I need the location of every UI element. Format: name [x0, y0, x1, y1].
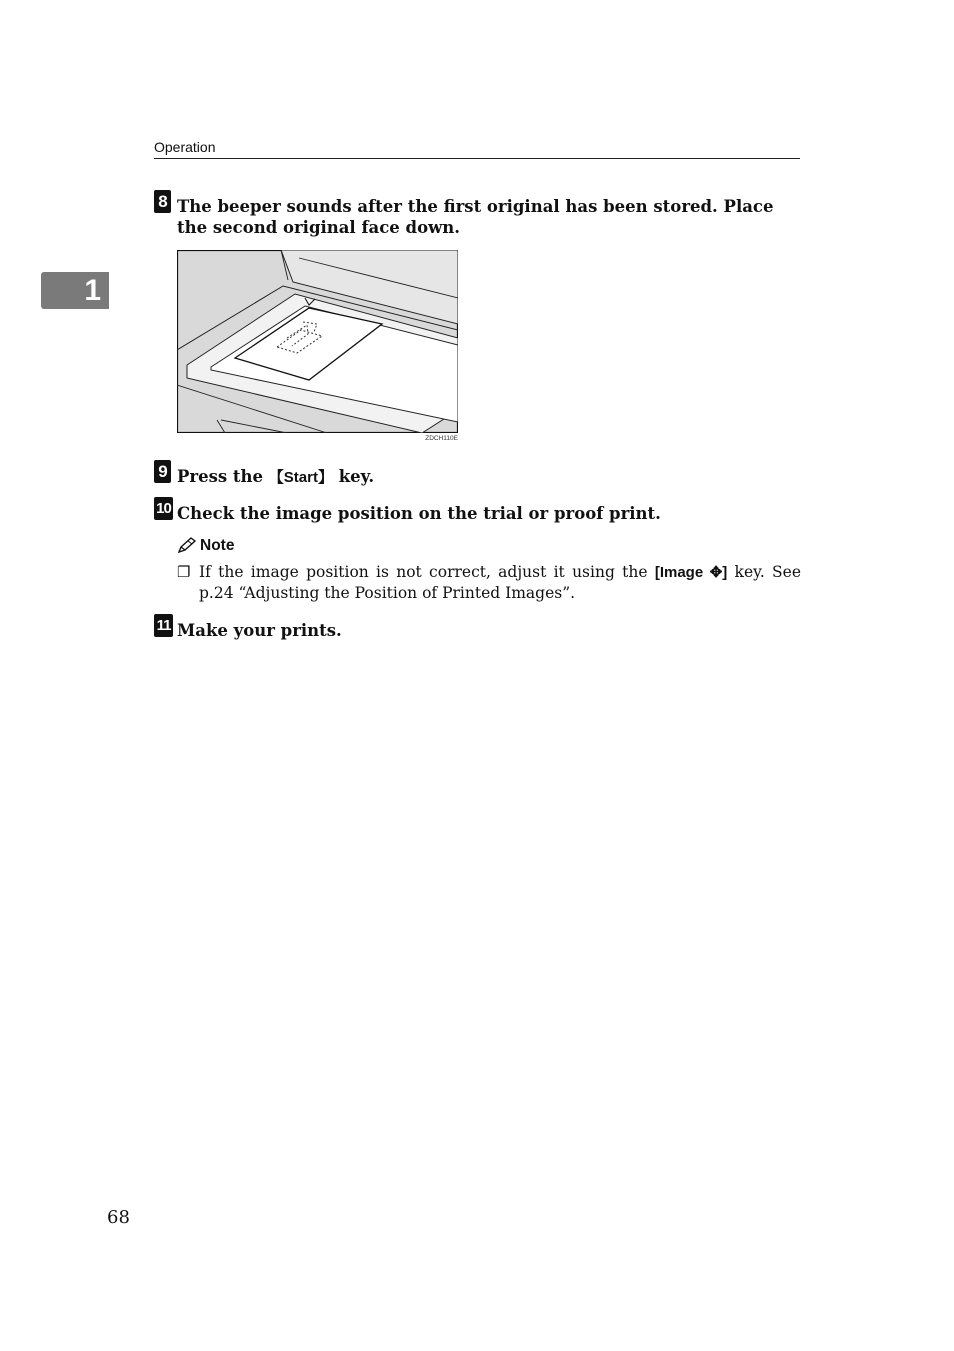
note-heading-label: Note	[200, 537, 235, 554]
header-rule	[154, 158, 800, 159]
step-number-10: 10	[154, 497, 173, 520]
note-bullet-checkbox: ❐	[177, 564, 191, 581]
pencil-icon	[177, 537, 197, 553]
page-number: 68	[107, 1207, 130, 1228]
start-key-label: 【Start】	[268, 469, 333, 486]
step-9-text	[177, 466, 801, 488]
image-key-label: [Image ✥]	[654, 564, 728, 581]
step-11-text: Make your prints.	[177, 621, 342, 640]
figure-code: ZDCH110E	[425, 435, 458, 442]
step-number-11: 11	[154, 614, 173, 637]
note-text	[199, 562, 801, 604]
copier-exposure-glass-illustration	[177, 250, 458, 433]
step-9-text-after: key.	[332, 467, 375, 486]
step-number-9: 9	[154, 460, 171, 483]
step-number-8: 8	[154, 190, 171, 213]
note-text-after: key. See p.24 “Adjusting the Position of Printed Images”.	[199, 563, 801, 602]
chapter-tab	[41, 272, 109, 309]
step-9-text-before: Press the	[177, 467, 269, 486]
chapter-number: 1	[84, 274, 101, 307]
note-heading	[177, 537, 234, 555]
step-8-text: The beeper sounds after the first original has been stored. Place the second original face down.	[177, 197, 774, 237]
running-header: Operation	[154, 139, 216, 155]
note-text-before: If the image position is not correct, adjust it using the	[199, 563, 655, 581]
step-10-text: Check the image position on the trial or proof print.	[177, 504, 661, 523]
